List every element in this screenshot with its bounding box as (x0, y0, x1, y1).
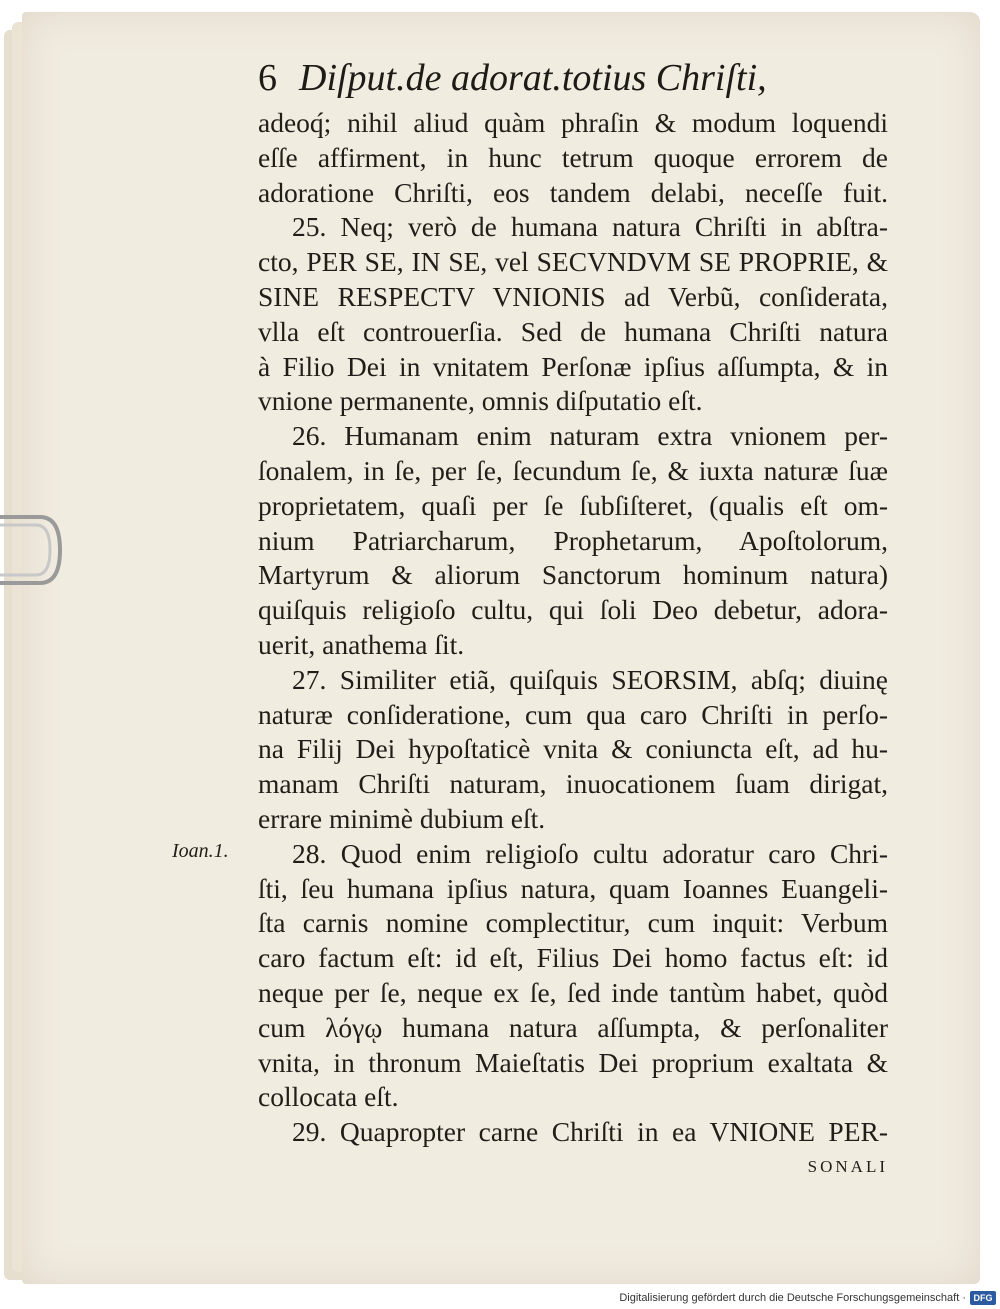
catchword: SONALI (807, 1156, 888, 1176)
text-line: ſti, ſeu humana ipſius natura, quam Ioannes Euangeli- (258, 872, 888, 904)
text-line: uerit, anathema ſit. (258, 628, 465, 660)
text-line: 28. Quod enim religioſo cultu adoratur caro Chri- (292, 837, 888, 869)
text-line: à Filio Dei in vnitatem Perſonæ ipſius aſſumpta, & in (258, 350, 888, 382)
text-line: manam Chriſti naturam, inuocationem ſuam dirigat, (258, 768, 888, 800)
running-head-title: Diſput.de adorat.totius Chriſti, (299, 57, 767, 99)
text-line: Martyrum & aliorum Sanctorum hominum natura) (258, 559, 888, 591)
text-line: 25. Neq; verò de humana natura Chriſti in abſtra- (292, 211, 888, 243)
text-line: caro factum eſt: id eſt, Filius Dei homo factus eſt: id (258, 942, 888, 974)
text-line: vnita, in thronum Maieſtatis Dei proprium exaltata & (258, 1046, 888, 1078)
paperclip-icon (0, 505, 66, 595)
text-line: 27. Similiter etiã, quiſquis SEORSIM, abſq; diuinę (292, 663, 888, 695)
funding-credit: Digitalisierung gefördert durch die Deutsche Forschungsgemeinschaft · (619, 1292, 966, 1304)
margin-note: Ioan.1. (172, 840, 229, 862)
text-line: proprietatem, quaſi per ſe ſubſiſteret, (qualis eſt om- (258, 489, 888, 521)
text-line: quiſquis religioſo cultu, qui ſoli Deo debetur, adora- (258, 594, 888, 626)
footer-bar (0, 1288, 1000, 1309)
page-body (258, 106, 888, 1185)
text-line: na Filij Dei hypoſtaticè vnita & coniuncta eſt, ad hu- (258, 733, 888, 765)
page-number: 6 (258, 57, 277, 99)
text-line: vnione permanente, omnis diſputatio eſt. (258, 385, 703, 417)
text-line: ſta carnis nomine complectitur, cum inquit: Verbum (258, 907, 888, 939)
text-line: collocata eſt. (258, 1081, 399, 1113)
text-line: nium Patriarcharum, Prophetarum, Apoſtolorum, (258, 524, 888, 556)
text-line: errare minimè dubium eſt. (258, 802, 546, 834)
text-line: cto, PER SE, IN SE, vel SECVNDVM SE PROPRIE, & (258, 246, 888, 278)
running-head (258, 56, 898, 106)
text-line: eſſe affirment, in hunc tetrum quoque errorem de (258, 141, 888, 173)
dfg-logo: DFG (970, 1291, 996, 1305)
text-line: adeoq́; nihil aliud quàm phraſin & modum loquendi (258, 107, 888, 138)
text-line: 29. Quapropter carne Chriſti in ea VNIONE PER- (292, 1116, 888, 1148)
text-line: neque per ſe, neque ex ſe, ſed inde tantùm habet, quòd (258, 976, 888, 1008)
text-line: vlla eſt controuerſia. Sed de humana Chriſti natura (258, 315, 888, 347)
text-line: naturæ conſideratione, cum qua caro Chriſti in perſo- (258, 698, 888, 730)
text-line: ſonalem, in ſe, per ſe, ſecundum ſe, & iuxta naturæ ſuæ (258, 454, 888, 486)
text-line: cum λόγῳ humana natura aſſumpta, & perſonaliter (258, 1011, 888, 1043)
text-line: SINE RESPECTV VNIONIS ad Verbũ, conſiderata, (258, 280, 888, 312)
text-line: 26. Humanam enim naturam extra vnionem per- (292, 420, 888, 452)
text-line: adoratione Chriſti, eos tandem delabi, neceſſe fuit. (258, 176, 888, 208)
